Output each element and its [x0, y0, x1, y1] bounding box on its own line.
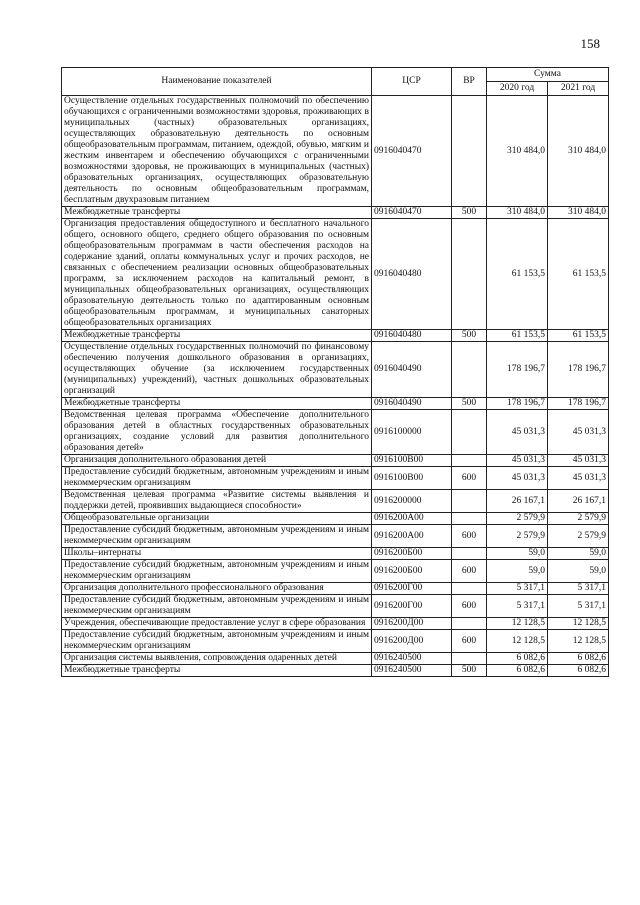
row-vr-cell: [452, 513, 487, 525]
row-2020-cell: 61 153,5: [487, 330, 548, 342]
row-csr-cell: 0916040480: [372, 219, 452, 330]
row-vr-cell: [452, 583, 487, 595]
row-vr-cell: [452, 490, 487, 513]
row-2021-cell: 310 484,0: [548, 207, 609, 219]
row-2021-cell: 61 153,5: [548, 219, 609, 330]
table-row: [62, 330, 609, 342]
row-2020-cell: 310 484,0: [487, 96, 548, 207]
row-2020-cell: 5 317,1: [487, 595, 548, 618]
row-2020-cell: 12 128,5: [487, 618, 548, 630]
row-csr-cell: 0916200Д00: [372, 630, 452, 653]
row-name-cell: Предоставление субсидий бюджетным, автономным учреждениям и иным некоммерческим организациям: [62, 630, 372, 653]
row-csr-cell: 0916200Г00: [372, 595, 452, 618]
row-csr-cell: 0916200000: [372, 490, 452, 513]
table-row: [62, 342, 609, 398]
row-2020-cell: 6 082,6: [487, 665, 548, 677]
row-2021-cell: 2 579,9: [548, 525, 609, 548]
row-vr-cell: [452, 410, 487, 455]
column-header-name: Наименование показателей: [62, 68, 372, 96]
table-row: [62, 583, 609, 595]
row-2020-cell: 6 082,6: [487, 653, 548, 665]
table-row: [62, 219, 609, 330]
row-2020-cell: 2 579,9: [487, 513, 548, 525]
table-row: [62, 513, 609, 525]
row-name-cell: Межбюджетные трансферты: [62, 398, 372, 410]
column-header-2020: 2020 год: [487, 82, 548, 96]
row-name-cell: Организация дополнительного образования детей: [62, 455, 372, 467]
row-vr-cell: [452, 96, 487, 207]
row-2021-cell: 59,0: [548, 548, 609, 560]
row-csr-cell: 0916040470: [372, 207, 452, 219]
row-vr-cell: 600: [452, 595, 487, 618]
row-2020-cell: 61 153,5: [487, 219, 548, 330]
row-2021-cell: 12 128,5: [548, 618, 609, 630]
row-csr-cell: 0916200Б00: [372, 560, 452, 583]
row-2020-cell: 26 167,1: [487, 490, 548, 513]
table-row: [62, 398, 609, 410]
row-csr-cell: 0916040490: [372, 398, 452, 410]
page-number: 158: [580, 36, 600, 51]
row-2020-cell: 45 031,3: [487, 455, 548, 467]
table-body: [62, 96, 609, 677]
row-2021-cell: 45 031,3: [548, 467, 609, 490]
row-vr-cell: 500: [452, 665, 487, 677]
row-name-cell: Ведомственная целевая программа «Развитие системы выявления и поддержки детей, проявивших выдающиеся способности»: [62, 490, 372, 513]
row-csr-cell: 0916200А00: [372, 513, 452, 525]
row-2021-cell: 6 082,6: [548, 653, 609, 665]
table-row: [62, 490, 609, 513]
row-csr-cell: 0916040470: [372, 96, 452, 207]
row-2021-cell: 178 196,7: [548, 342, 609, 398]
row-2021-cell: 45 031,3: [548, 455, 609, 467]
row-vr-cell: [452, 548, 487, 560]
row-2021-cell: 26 167,1: [548, 490, 609, 513]
row-name-cell: Школы–интернаты: [62, 548, 372, 560]
row-2021-cell: 12 128,5: [548, 630, 609, 653]
table-row: [62, 653, 609, 665]
budget-table: [61, 67, 609, 677]
row-2020-cell: 12 128,5: [487, 630, 548, 653]
row-name-cell: Учреждения, обеспечивающие предоставление услуг в сфере образования: [62, 618, 372, 630]
row-vr-cell: 500: [452, 398, 487, 410]
row-csr-cell: 0916100000: [372, 410, 452, 455]
row-2020-cell: 5 317,1: [487, 583, 548, 595]
row-2021-cell: 178 196,7: [548, 398, 609, 410]
row-csr-cell: 0916200Г00: [372, 583, 452, 595]
row-csr-cell: 0916040490: [372, 342, 452, 398]
row-vr-cell: [452, 618, 487, 630]
table-row: [62, 630, 609, 653]
row-2020-cell: 310 484,0: [487, 207, 548, 219]
column-header-csr: ЦСР: [372, 68, 452, 96]
row-vr-cell: [452, 219, 487, 330]
row-vr-cell: 600: [452, 467, 487, 490]
row-csr-cell: 0916200Д00: [372, 618, 452, 630]
row-vr-cell: 600: [452, 630, 487, 653]
row-name-cell: Межбюджетные трансферты: [62, 207, 372, 219]
row-name-cell: Ведомственная целевая программа «Обеспечение дополнительного образования детей в областных государственных образовательных организациях, создание условий для развития дополнительного образования детей»: [62, 410, 372, 455]
table-row: [62, 618, 609, 630]
table-row: [62, 595, 609, 618]
table-row: [62, 548, 609, 560]
table-row: [62, 525, 609, 548]
row-csr-cell: 0916100В00: [372, 467, 452, 490]
row-csr-cell: 0916240500: [372, 665, 452, 677]
table-row: [62, 467, 609, 490]
row-csr-cell: 0916200Б00: [372, 548, 452, 560]
row-name-cell: Организация дополнительного профессионального образования: [62, 583, 372, 595]
row-vr-cell: [452, 653, 487, 665]
row-name-cell: Осуществление отдельных государственных полномочий по финансовому обеспечению получения дошкольного образования в организациях, осуществляющих обучение (за исключением государственных (муниципальных) учреждений), частных дошкольных образовательных организаций: [62, 342, 372, 398]
row-2021-cell: 310 484,0: [548, 96, 609, 207]
row-2021-cell: 45 031,3: [548, 410, 609, 455]
row-name-cell: Предоставление субсидий бюджетным, автономным учреждениям и иным некоммерческим организациям: [62, 595, 372, 618]
row-csr-cell: 0916240500: [372, 653, 452, 665]
table-row: [62, 560, 609, 583]
row-vr-cell: [452, 342, 487, 398]
row-name-cell: Предоставление субсидий бюджетным, автономным учреждениям и иным некоммерческим организациям: [62, 467, 372, 490]
row-2020-cell: 45 031,3: [487, 410, 548, 455]
row-2021-cell: 61 153,5: [548, 330, 609, 342]
column-header-vr: ВР: [452, 68, 487, 96]
row-name-cell: Организация предоставления общедоступного и бесплатного начального общего, основного общего, среднего общего образования по основным общеобразовательным программам в части обеспечения расходов на содержание зданий, оплаты коммунальных услуг и прочих расходов, не связанных с обеспечением реализации основных общеобразовательных программ, за исключением расходов на капитальный ремонт, в муниципальных общеобразовательных организациях, осуществляющих образовательную деятельность только по адаптированным основным общеобразовательным программам, и муниципальных санаторных общеобразовательных организациях: [62, 219, 372, 330]
row-2020-cell: 59,0: [487, 548, 548, 560]
column-header-sum: Сумма: [487, 68, 609, 82]
row-2020-cell: 178 196,7: [487, 398, 548, 410]
row-2020-cell: 2 579,9: [487, 525, 548, 548]
row-name-cell: Осуществление отдельных государственных полномочий по обеспечению обучающихся с ограниченными возможностями здоровья, проживающих в муниципальных (частных) образовательных организациях, осуществляющих образовательную деятельность по основным общеобразовательным программам, питанием, одеждой, обувью, мягким и жестким инвентарем и обеспечению обучающихся с ограниченными возможностями здоровья, не проживающих в муниципальных (частных) образовательных организациях, осуществляющих образовательную деятельность по основным общеобразовательным программам, бесплатным двухразовым питанием: [62, 96, 372, 207]
row-name-cell: Межбюджетные трансферты: [62, 665, 372, 677]
row-vr-cell: 600: [452, 560, 487, 583]
row-2020-cell: 178 196,7: [487, 342, 548, 398]
column-header-2021: 2021 год: [548, 82, 609, 96]
table-row: [62, 207, 609, 219]
row-2021-cell: 6 082,6: [548, 665, 609, 677]
row-2021-cell: 2 579,9: [548, 513, 609, 525]
row-name-cell: Межбюджетные трансферты: [62, 330, 372, 342]
row-vr-cell: 600: [452, 525, 487, 548]
row-2021-cell: 5 317,1: [548, 595, 609, 618]
row-name-cell: Общеобразовательные организации: [62, 513, 372, 525]
row-2020-cell: 59,0: [487, 560, 548, 583]
row-csr-cell: 0916040480: [372, 330, 452, 342]
row-2020-cell: 45 031,3: [487, 467, 548, 490]
table-row: [62, 410, 609, 455]
row-vr-cell: 500: [452, 330, 487, 342]
row-name-cell: Предоставление субсидий бюджетным, автономным учреждениям и иным некоммерческим организациям: [62, 525, 372, 548]
row-csr-cell: 0916100В00: [372, 455, 452, 467]
table-header: [62, 68, 609, 96]
row-vr-cell: [452, 455, 487, 467]
row-2021-cell: 5 317,1: [548, 583, 609, 595]
row-name-cell: Предоставление субсидий бюджетным, автономным учреждениям и иным некоммерческим организациям: [62, 560, 372, 583]
table-row: [62, 665, 609, 677]
row-2021-cell: 59,0: [548, 560, 609, 583]
table-row: [62, 455, 609, 467]
row-name-cell: Организация системы выявления, сопровождения одаренных детей: [62, 653, 372, 665]
row-csr-cell: 0916200А00: [372, 525, 452, 548]
table-row: [62, 96, 609, 207]
row-vr-cell: 500: [452, 207, 487, 219]
